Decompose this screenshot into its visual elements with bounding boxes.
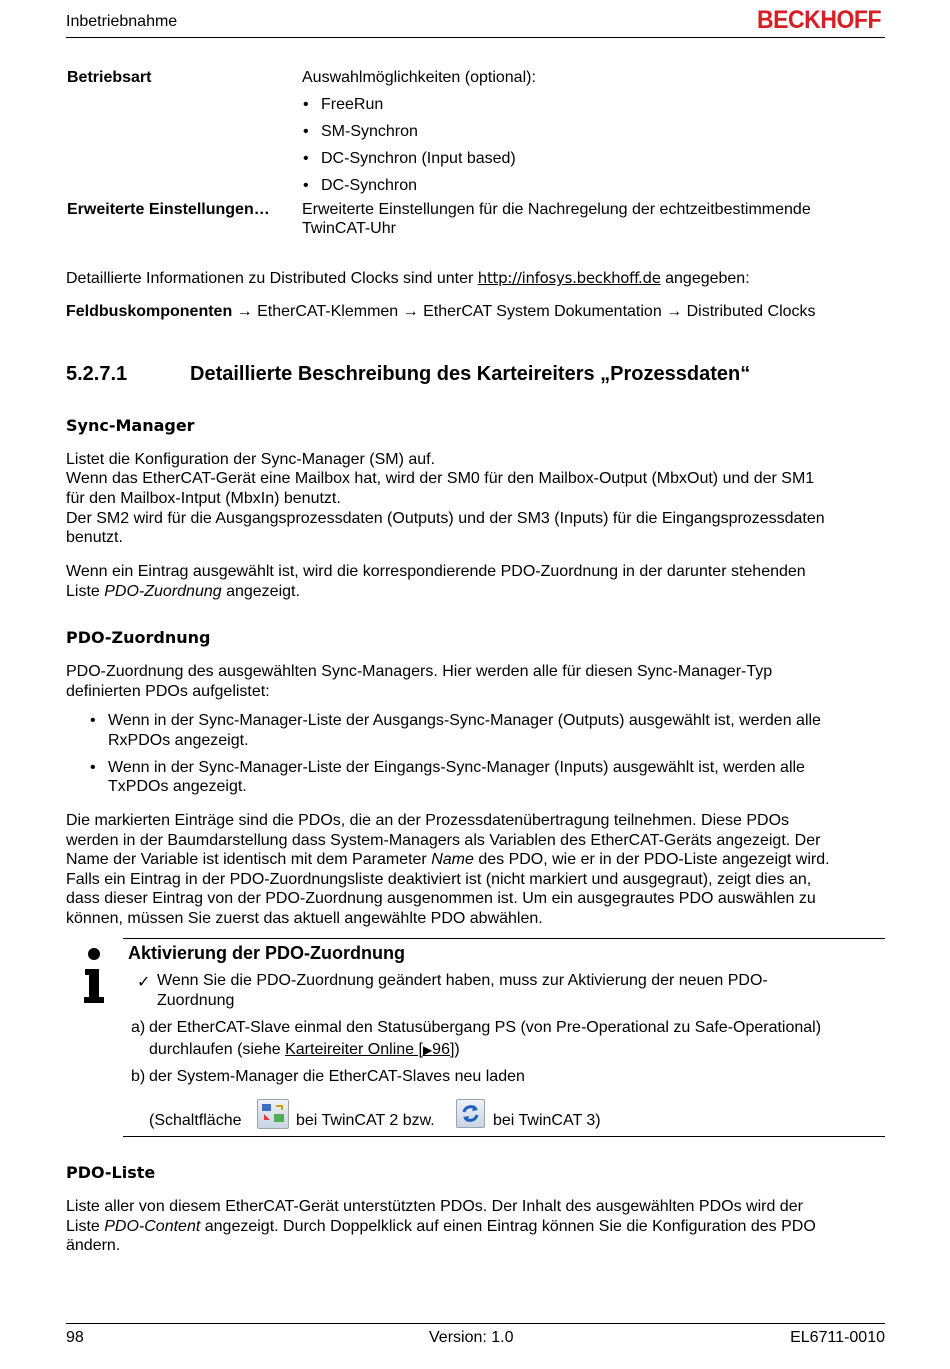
footer-page-number: 98 (66, 1329, 84, 1346)
param-desc-erweitert-l2: TwinCAT-Uhr (302, 220, 396, 237)
note-bottom-rule (123, 1136, 885, 1137)
pdo-para-line: Die markierten Einträge sind die PDOs, die an der Prozessdatenübertragung teilnehmen. Diese PDOs (66, 812, 790, 829)
check-icon: ✓ (137, 974, 151, 991)
note-check-line2: Zuordnung (157, 992, 235, 1009)
sync-p1-line: für den Mailbox-Intput (MbxIn) benutzt. (66, 490, 341, 507)
pdo-intro-line: PDO-Zuordnung des ausgewählten Sync-Managers. Hier werden alle für diesen Sync-Manager-Typ (66, 663, 773, 680)
note-a-line1: der EtherCAT-Slave einmal den Statusübergang PS (von Pre-Operational zu Safe-Operational) (149, 1019, 822, 1036)
note-check-line1: Wenn Sie die PDO-Zuordnung geändert haben, muss zur Aktivierung der neuen PDO- (157, 972, 768, 989)
note-b-line2-post: bei TwinCAT 3) (493, 1112, 601, 1129)
note-b-line2-mid: bei TwinCAT 2 bzw. (296, 1112, 435, 1129)
note-a-label: a) (131, 1019, 146, 1036)
pdo-para-line: werden in der Baumdarstellung dass System-Managers als Variablen des EtherCAT-Geräts angezeigt. Der (66, 832, 821, 849)
pdo-liste-heading: PDO-Liste (66, 1163, 156, 1182)
sync-p1-line: Listet die Konfiguration der Sync-Manager (SM) auf. (66, 451, 436, 468)
infosys-link[interactable]: http://infosys.beckhoff.de (477, 269, 661, 287)
dc-info-line: Detaillierte Informationen zu Distributed Clocks sind unter http://infosys.beckhoff.de angegeben: (66, 269, 750, 287)
pdo-para-line: Name der Variable ist identisch mit dem Parameter Name des PDO, wie er in der PDO-Liste angezeigt wird. (66, 851, 830, 868)
pdo-liste-line2: Liste PDO-Content angezeigt. Durch Doppelklick auf einen Eintrag können Sie die Konfiguration des PDO (66, 1218, 816, 1235)
sync-p2-line2: Liste PDO-Zuordnung angezeigt. (66, 583, 300, 600)
sync-p1-line: Wenn das EtherCAT-Gerät eine Mailbox hat, wird der SM0 für den Mailbox-Output (MbxOut) und der SM1 (66, 470, 815, 487)
param-desc-erweitert-l1: Erweiterte Einstellungen für die Nachregelung der echtzeitbestimmende (302, 201, 811, 218)
sync-manager-heading: Sync-Manager (66, 416, 195, 435)
info-icon (82, 947, 106, 1007)
param-desc-betriebsart: Auswahlmöglichkeiten (optional): (302, 69, 536, 86)
page-ref-arrow-icon: ▶ (422, 1043, 433, 1057)
reload-twincat2-icon (257, 1099, 289, 1129)
note-b-line2-pre: (Schaltfläche (149, 1112, 242, 1129)
option-item: • SM-Synchron (321, 123, 418, 141)
header-section-title: Inbetriebnahme (66, 13, 178, 30)
section-title: Detaillierte Beschreibung des Karteireiters „Prozessdaten“ (190, 363, 751, 385)
note-a-line2: durchlaufen (siehe Karteireiter Online [▶96]) (149, 1041, 460, 1058)
sync-p1-line: Der SM2 wird für die Ausgangsprozessdaten (Outputs) und der SM3 (Inputs) für die Eingangsprozessdaten (66, 510, 825, 527)
pdo-bullet-line: • Wenn in der Sync-Manager-Liste der Ausgangs-Sync-Manager (Outputs) ausgewählt ist, werden alle (108, 712, 821, 730)
pdo-bullet-line: • Wenn in der Sync-Manager-Liste der Eingangs-Sync-Manager (Inputs) ausgewählt ist, werden alle (108, 759, 805, 777)
param-label-erweitert: Erweiterte Einstellungen… (67, 201, 270, 218)
sync-p2-line1: Wenn ein Eintrag ausgewählt ist, wird die korrespondierende PDO-Zuordnung in der darunter stehenden (66, 563, 806, 580)
pdo-para-line: Falls ein Eintrag in der PDO-Zuordnungsliste deaktiviert ist (nicht markiert und ausgegraut), zeigt dies an, (66, 871, 812, 888)
note-top-rule (123, 938, 885, 939)
dc-path-line: Feldbuskomponenten → EtherCAT-Klemmen → EtherCAT System Dokumentation → Distributed Clocks (66, 303, 816, 320)
pdo-para-line: dass dieser Eintrag von der PDO-Zuordnung ausgenommen ist. Um ein ausgegrautes PDO auswählen zu (66, 890, 816, 907)
option-item: • DC-Synchron (Input based) (321, 150, 516, 168)
footer-rule (66, 1323, 885, 1324)
section-number: 5.2.7.1 (66, 363, 128, 385)
note-b-line1: der System-Manager die EtherCAT-Slaves neu laden (149, 1068, 525, 1085)
pdo-bullet-line: RxPDOs angezeigt. (108, 732, 249, 749)
pdo-liste-line3: ändern. (66, 1237, 121, 1254)
pdo-liste-line1: Liste aller von diesem EtherCAT-Gerät unterstützten PDOs. Der Inhalt des ausgewählten PDOs wird der (66, 1198, 803, 1215)
header-rule (66, 37, 885, 38)
pdo-zuordnung-heading: PDO-Zuordnung (66, 628, 211, 647)
reload-twincat3-icon (456, 1099, 485, 1128)
pdo-para-line: können, müssen Sie zuerst das aktuell angewählte PDO abwählen. (66, 910, 543, 927)
footer-version: Version: 1.0 (429, 1329, 514, 1346)
footer-doc-id: EL6711-0010 (790, 1329, 885, 1346)
pdo-bullet-line: TxPDOs angezeigt. (108, 778, 247, 795)
sync-p1-line: benutzt. (66, 529, 123, 546)
option-item: • FreeRun (321, 96, 383, 114)
pdo-intro-line: definierten PDOs aufgelistet: (66, 683, 270, 700)
param-label-betriebsart: Betriebsart (67, 69, 152, 86)
karteireiter-online-link[interactable]: Karteireiter Online [▶96 (285, 1041, 450, 1058)
note-title: Aktivierung der PDO-Zuordnung (128, 943, 405, 963)
option-item: • DC-Synchron (321, 177, 417, 195)
note-b-label: b) (131, 1068, 146, 1085)
beckhoff-logo: BECKHOFF (757, 6, 882, 34)
